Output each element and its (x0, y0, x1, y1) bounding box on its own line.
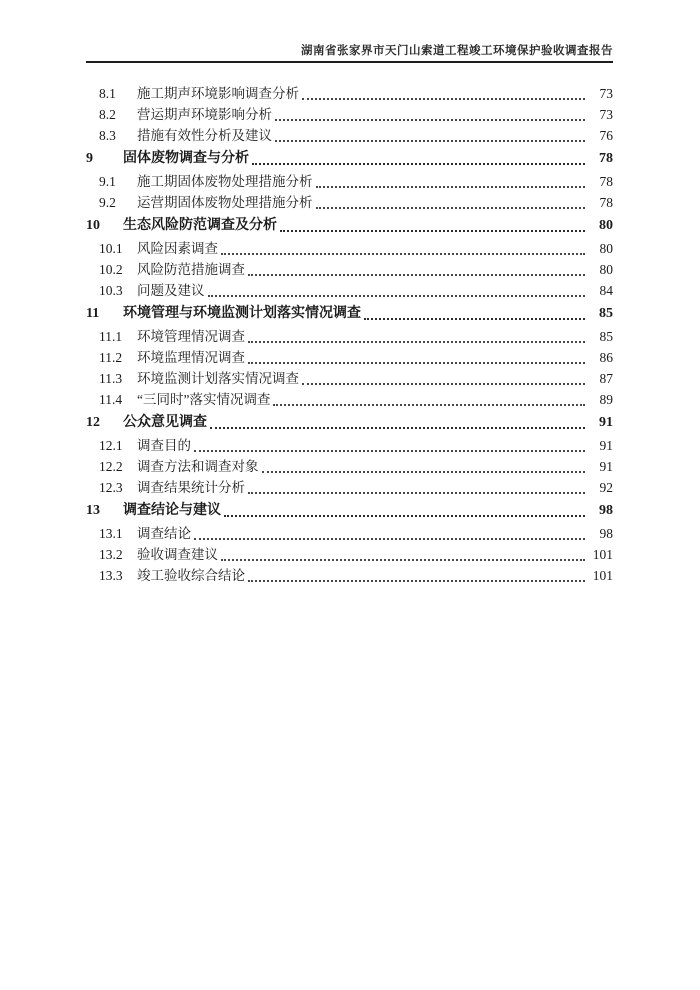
toc-entry[interactable] (86, 347, 613, 368)
toc-entry-page: 80 (599, 262, 613, 277)
toc-entry-title: 公众意见调查 (123, 415, 207, 430)
leader-dots (248, 259, 585, 276)
toc-entry-page: 91 (599, 438, 613, 453)
leader-dots (248, 326, 585, 343)
toc-entry[interactable] (86, 104, 613, 125)
toc-entry-number: 11.2 (99, 350, 123, 365)
toc-entry[interactable] (86, 412, 613, 433)
toc-entry-title: 固体废物调查与分析 (123, 151, 249, 166)
running-header-title: 湖南省张家界市天门山索道工程竣工环境保护验收调查报告 (301, 45, 613, 57)
toc-entry[interactable] (86, 192, 613, 213)
toc-entry-number: 9 (86, 151, 93, 166)
leader-dots (221, 544, 585, 561)
toc-entry[interactable] (86, 435, 613, 456)
leader-dots (302, 83, 585, 100)
toc-entry-number: 11.3 (99, 371, 123, 386)
toc-entry-number: 10 (86, 218, 100, 233)
toc-entry-page: 78 (599, 174, 613, 189)
leader-dots (248, 477, 585, 494)
leader-dots (208, 280, 586, 297)
toc-entry-number: 11 (86, 306, 100, 321)
toc-entry-number: 12.2 (99, 459, 123, 474)
toc-entry-number: 8.3 (99, 128, 116, 143)
toc-entry-number: 12.1 (99, 438, 123, 453)
leader-dots (252, 148, 585, 165)
leader-dots (273, 389, 585, 406)
toc-entry[interactable] (86, 259, 613, 280)
toc-entry[interactable] (86, 544, 613, 565)
table-of-contents (86, 83, 613, 586)
toc-entry-page: 98 (599, 503, 613, 518)
toc-entry-page: 87 (599, 371, 613, 386)
leader-dots (316, 192, 586, 209)
toc-entry[interactable] (86, 215, 613, 236)
toc-entry-page: 91 (599, 415, 613, 430)
toc-entry-number: 12.3 (99, 480, 123, 495)
toc-entry-number: 13 (86, 503, 100, 518)
toc-entry-page: 86 (599, 350, 613, 365)
toc-entry-number: 11.4 (99, 392, 123, 407)
toc-entry-title: 营运期声环境影响分析 (137, 107, 272, 122)
toc-entry-title: 验收调查建议 (137, 547, 218, 562)
toc-entry-title: 环境管理情况调查 (137, 329, 245, 344)
leader-dots (364, 303, 585, 320)
toc-entry-title: 运营期固体废物处理措施分析 (137, 195, 313, 210)
page-header (86, 0, 613, 63)
toc-entry[interactable] (86, 456, 613, 477)
toc-entry-title: “三同时”落实情况调查 (137, 392, 271, 407)
toc-entry-title: 调查结果统计分析 (137, 480, 245, 495)
toc-entry-page: 80 (599, 241, 613, 256)
toc-entry-title: 风险防范措施调查 (137, 262, 245, 277)
toc-entry[interactable] (86, 565, 613, 586)
toc-entry-title: 问题及建议 (137, 283, 205, 298)
toc-entry-page: 84 (599, 283, 613, 298)
toc-entry-number: 13.2 (99, 547, 123, 562)
toc-entry[interactable] (86, 238, 613, 259)
leader-dots (302, 368, 585, 385)
toc-entry-title: 生态风险防范调查及分析 (123, 218, 277, 233)
toc-entry-title: 调查方法和调查对象 (137, 459, 259, 474)
toc-entry-page: 73 (599, 86, 613, 101)
toc-entry-number: 10.3 (99, 283, 123, 298)
toc-entry[interactable] (86, 326, 613, 347)
leader-dots (280, 215, 585, 232)
toc-entry-number: 10.2 (99, 262, 123, 277)
leader-dots (248, 565, 585, 582)
toc-entry-number: 13.3 (99, 568, 123, 583)
leader-dots (221, 238, 585, 255)
toc-entry-title: 竣工验收综合结论 (137, 568, 245, 583)
toc-entry-number: 9.1 (99, 174, 116, 189)
toc-entry-title: 环境监理情况调查 (137, 350, 245, 365)
toc-entry-page: 85 (599, 329, 613, 344)
toc-entry-title: 施工期声环境影响调查分析 (137, 86, 299, 101)
toc-entry[interactable] (86, 500, 613, 521)
leader-dots (210, 412, 585, 429)
toc-entry-title: 调查结论 (137, 526, 191, 541)
header-rule (86, 61, 613, 63)
leader-dots (224, 500, 585, 517)
toc-entry-page: 98 (599, 526, 613, 541)
toc-entry-number: 8.1 (99, 86, 116, 101)
toc-entry[interactable] (86, 148, 613, 169)
toc-entry-title: 调查结论与建议 (123, 503, 221, 518)
toc-entry[interactable] (86, 171, 613, 192)
toc-entry[interactable] (86, 523, 613, 544)
leader-dots (194, 435, 585, 452)
leader-dots (248, 347, 585, 364)
toc-entry[interactable] (86, 83, 613, 104)
toc-entry-number: 11.1 (99, 329, 123, 344)
toc-entry-page: 73 (599, 107, 613, 122)
leader-dots (262, 456, 586, 473)
toc-entry-page: 85 (599, 306, 613, 321)
toc-entry-page: 89 (599, 392, 613, 407)
toc-entry[interactable] (86, 477, 613, 498)
toc-entry[interactable] (86, 125, 613, 146)
toc-entry-number: 12 (86, 415, 100, 430)
toc-entry[interactable] (86, 280, 613, 301)
toc-entry-page: 92 (599, 480, 613, 495)
toc-entry-number: 8.2 (99, 107, 116, 122)
leader-dots (194, 523, 585, 540)
leader-dots (275, 104, 585, 121)
toc-entry-page: 101 (592, 547, 613, 562)
toc-entry-page: 78 (599, 151, 613, 166)
toc-entry-number: 9.2 (99, 195, 116, 210)
toc-entry[interactable] (86, 389, 613, 410)
document-page (86, 0, 613, 586)
toc-entry-page: 91 (599, 459, 613, 474)
leader-dots (275, 125, 585, 142)
toc-entry-title: 环境监测计划落实情况调查 (137, 371, 299, 386)
toc-entry[interactable] (86, 303, 613, 324)
toc-entry-title: 风险因素调查 (137, 241, 218, 256)
toc-entry-page: 80 (599, 218, 613, 233)
toc-entry-page: 101 (592, 568, 613, 583)
leader-dots (316, 171, 586, 188)
toc-entry-title: 措施有效性分析及建议 (137, 128, 272, 143)
toc-entry-page: 76 (599, 128, 613, 143)
toc-entry[interactable] (86, 368, 613, 389)
toc-entry-title: 施工期固体废物处理措施分析 (137, 174, 313, 189)
toc-entry-number: 10.1 (99, 241, 123, 256)
toc-entry-page: 78 (599, 195, 613, 210)
toc-entry-title: 调查目的 (137, 438, 191, 453)
toc-entry-number: 13.1 (99, 526, 123, 541)
toc-entry-title: 环境管理与环境监测计划落实情况调查 (123, 306, 361, 321)
